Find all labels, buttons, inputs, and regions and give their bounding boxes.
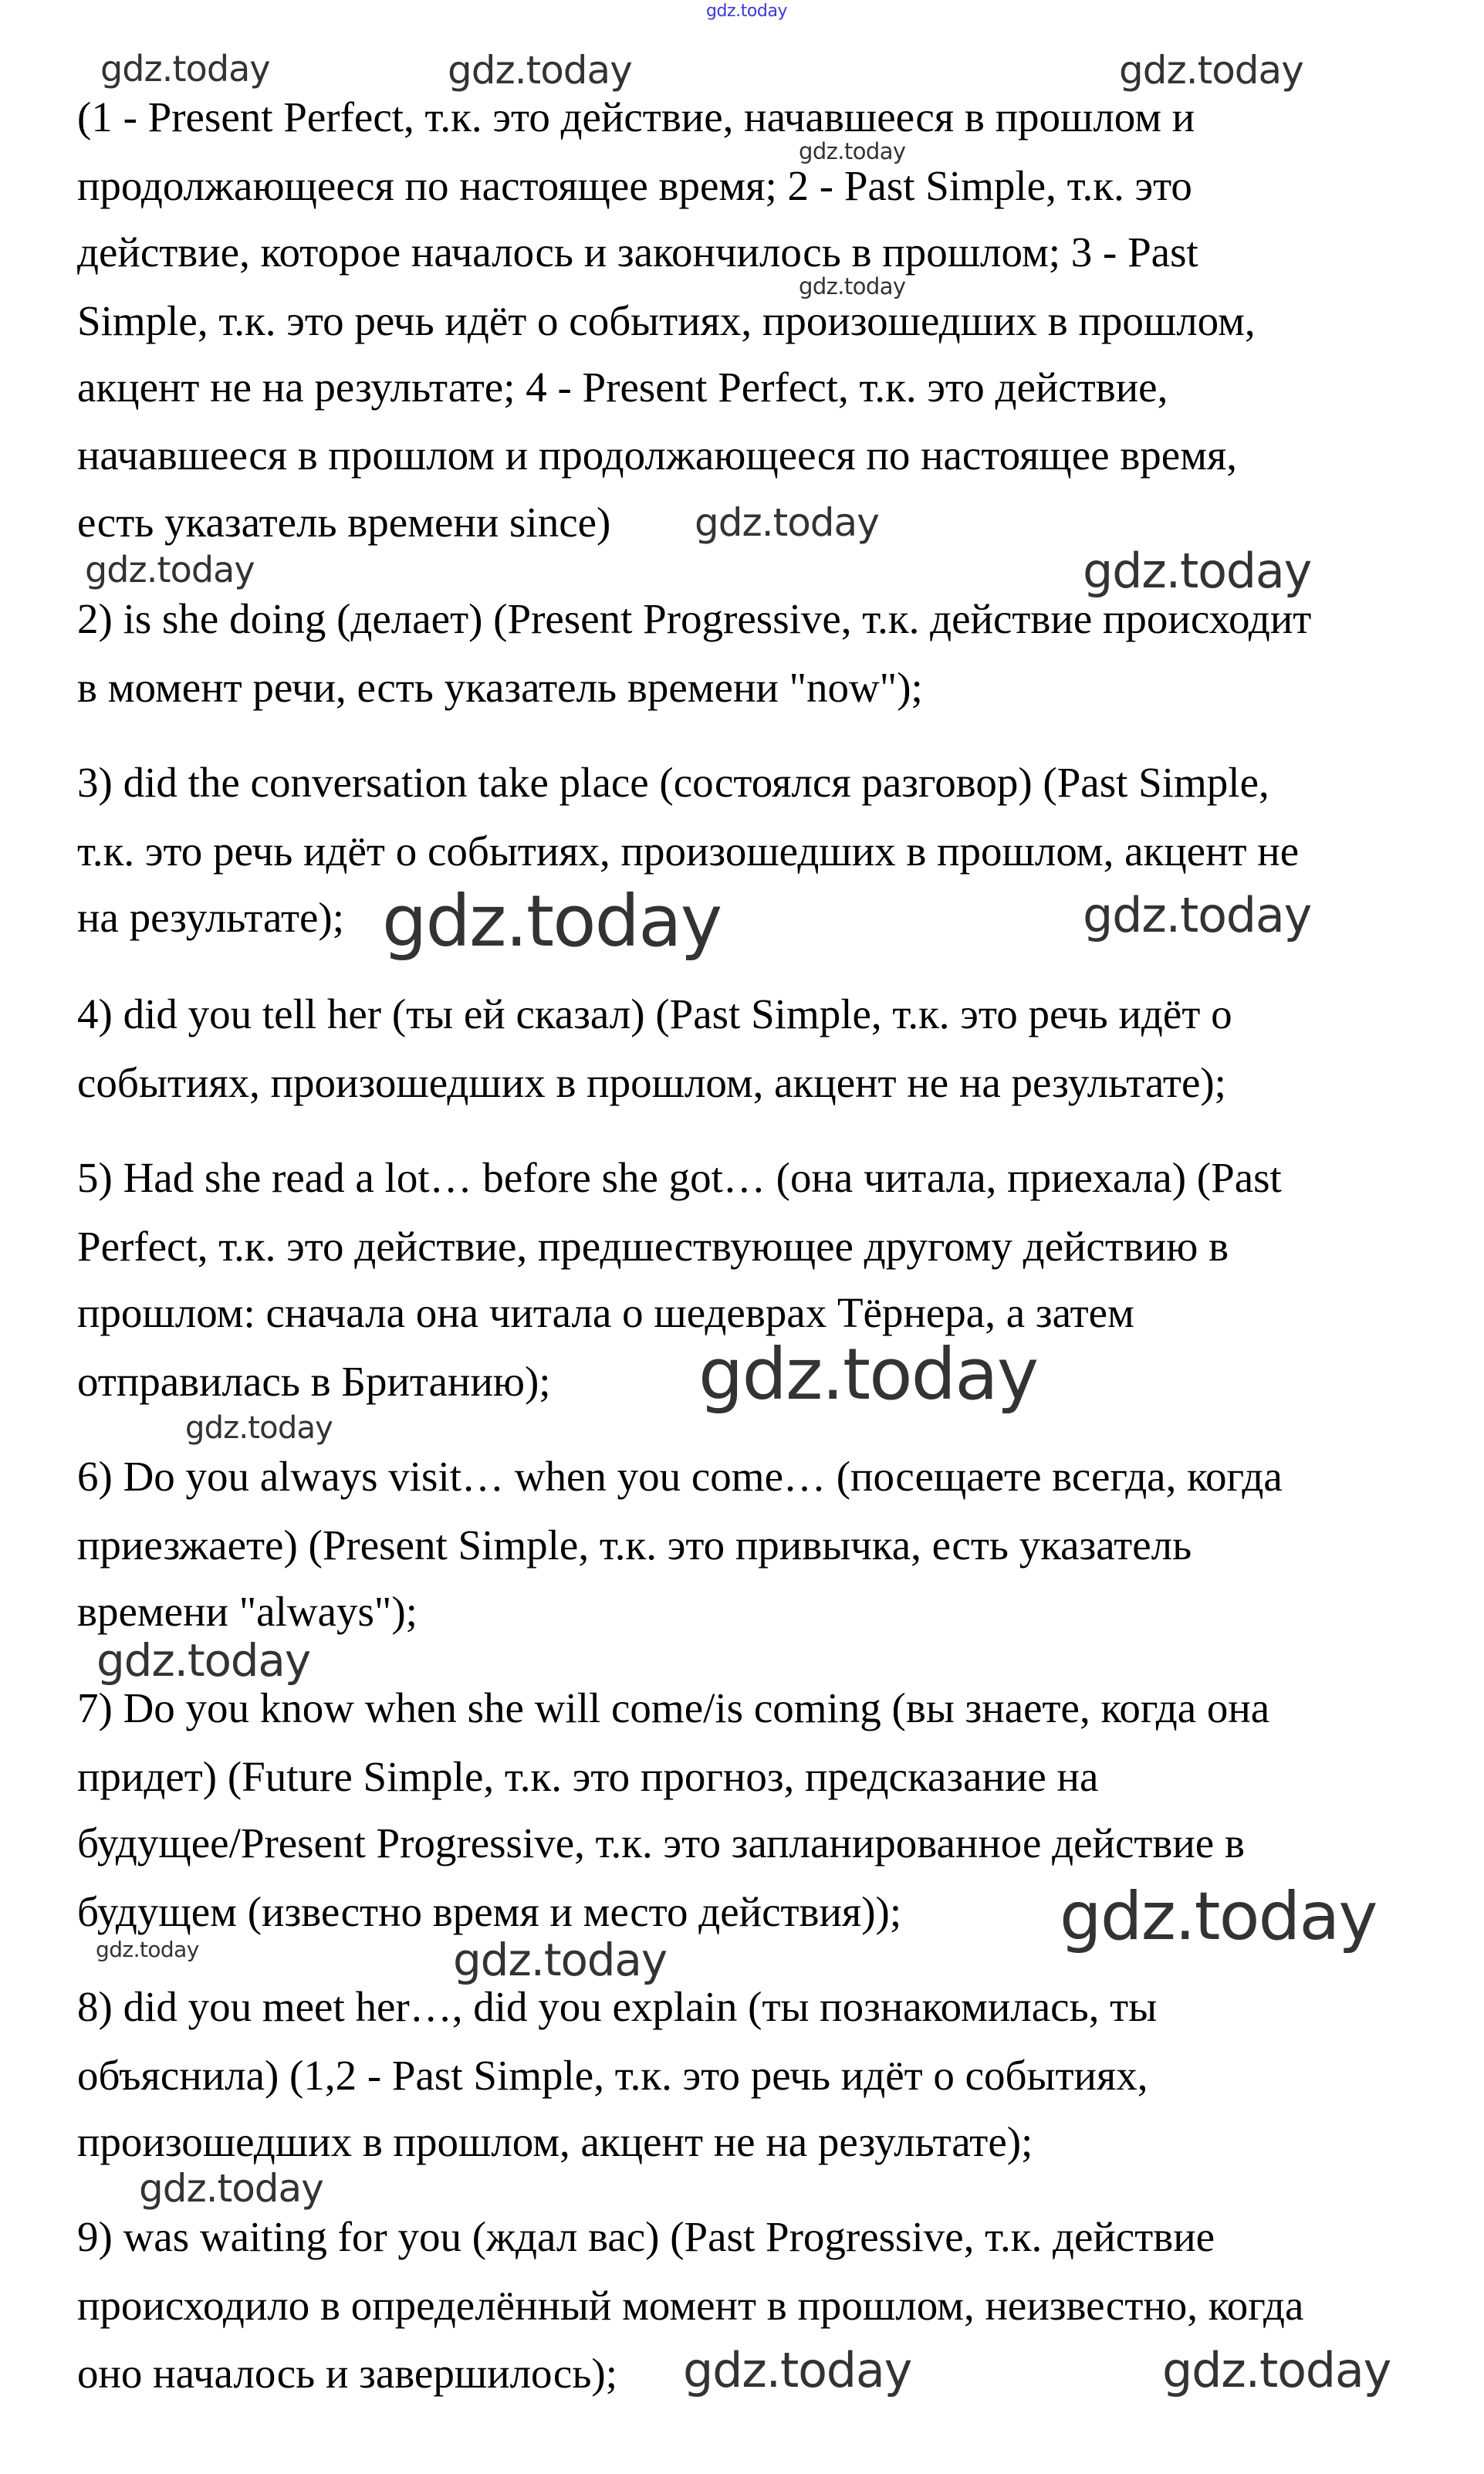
text-line: действие, которое началось и закончилось в прошлом; 3 - Past — [77, 228, 1198, 276]
text-line: т.к. это речь идёт о событиях, произошедших в прошлом, акцент не — [77, 827, 1300, 875]
watermark: gdz.today — [1162, 2342, 1391, 2398]
text-line: будущем (известно время и место действия)); — [77, 1888, 902, 1935]
watermark: gdz.today — [1083, 543, 1312, 599]
watermark: gdz.today — [85, 549, 255, 591]
watermark: gdz.today — [448, 48, 632, 93]
text-line: (1 - Present Perfect, т.к. это действие, начавшееся в прошлом и — [77, 93, 1195, 140]
text-line: оно началось и завершилось); — [77, 2350, 618, 2397]
watermark: gdz.today — [1119, 48, 1303, 93]
text-line: 7) Do you know when she will come/is coming (вы знаете, когда она — [77, 1684, 1270, 1731]
watermark: gdz.today — [96, 1937, 199, 1962]
text-line: времени "always"); — [77, 1588, 417, 1635]
watermark: gdz.today — [1083, 887, 1312, 943]
watermark: gdz.today — [139, 2166, 323, 2211]
text-line: Simple, т.к. это речь идёт о событиях, произошедших в прошлом, — [77, 297, 1256, 344]
watermark: gdz.today — [100, 48, 270, 90]
watermark: gdz.today — [683, 2342, 912, 2398]
text-line: продолжающееся по настоящее время; 2 - Past Simple, т.к. это — [77, 162, 1192, 209]
text-line: на результате); — [77, 894, 345, 941]
text-line: Perfect, т.к. это действие, предшествующее другому действию в — [77, 1223, 1229, 1270]
text-line: в момент речи, есть указатель времени "now"); — [77, 664, 923, 711]
text-line: прошлом: сначала она читала о шедеврах Тёрнера, а затем — [77, 1289, 1134, 1336]
watermark: gdz.today — [185, 1410, 333, 1446]
text-line: акцент не на результате; 4 - Present Perfect, т.к. это действие, — [77, 364, 1168, 411]
text-line: объяснила) (1,2 - Past Simple, т.к. это речь идёт о событиях, — [77, 2052, 1148, 2099]
text-line: 3) did the conversation take place (состоялся разговор) (Past Simple, — [77, 759, 1269, 806]
text-line: есть указатель времени since) — [77, 499, 611, 546]
text-line: 5) Had she read a lot… before she got… (она читала, приехала) (Past — [77, 1154, 1282, 1201]
text-line: начавшееся в прошлом и продолжающееся по настоящее время, — [77, 432, 1238, 479]
watermark: gdz.today — [706, 2, 788, 21]
text-line: 6) Do you always visit… when you come… (посещаете всегда, когда — [77, 1453, 1283, 1500]
text-line: происходило в определённый момент в прошлом, неизвестно, когда — [77, 2282, 1304, 2329]
text-line: 8) did you meet her…, did you explain (ты познакомилась, ты — [77, 1983, 1158, 2030]
text-line: 2) is she doing (делает) (Present Progressive, т.к. действие происходит — [77, 595, 1312, 642]
text-line: придет) (Future Simple, т.к. это прогноз, предсказание на — [77, 1753, 1099, 1800]
text-line: отправилась в Британию); — [77, 1358, 551, 1405]
text-line: будущее/Present Progressive, т.к. это запланированное действие в — [77, 1819, 1245, 1866]
watermark: gdz.today — [799, 273, 906, 300]
text-line: приезжаете) (Present Simple, т.к. это привычка, есть указатель — [77, 1521, 1192, 1569]
watermark: gdz.today — [799, 138, 906, 164]
text-line: 4) did you tell her (ты ей сказал) (Past Simple, т.к. это речь идёт о — [77, 990, 1232, 1037]
watermark: gdz.today — [96, 1634, 310, 1687]
text-line: произошедших в прошлом, акцент не на результате); — [77, 2118, 1033, 2165]
text-line: событиях, произошедших в прошлом, акцент не на результате); — [77, 1059, 1226, 1106]
watermark: gdz.today — [382, 880, 722, 963]
text-line: 9) was waiting for you (ждал вас) (Past Progressive, т.к. действие — [77, 2213, 1215, 2260]
watermark: gdz.today — [695, 500, 879, 545]
watermark: gdz.today — [453, 1934, 667, 1986]
watermark: gdz.today — [1060, 1878, 1377, 1955]
watermark: gdz.today — [698, 1333, 1038, 1416]
